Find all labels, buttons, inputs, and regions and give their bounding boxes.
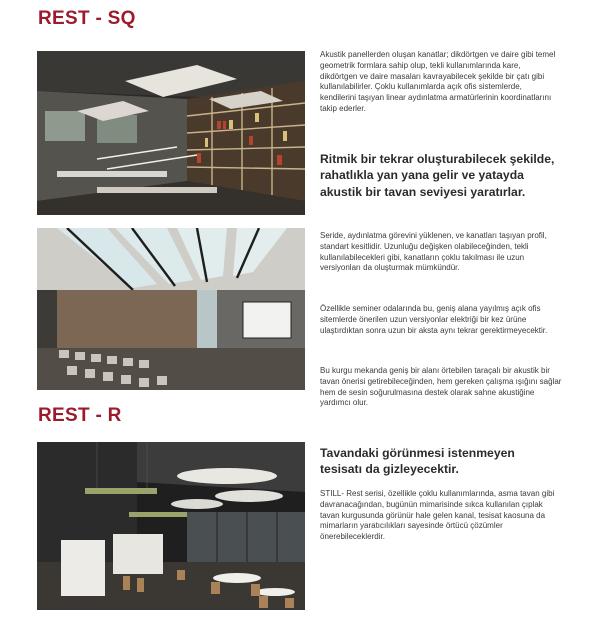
seminar-paragraph-3: Bu kurgu mekanda geniş bir alanı örtebilen taraçalı bir akustik bir tavan önerisi getirebileceğinden, hem gereken çalışma ışığını sağlar hem de sesin soğurulmasına destek olarak sahne akustiğine yardımcı olur.	[320, 366, 562, 408]
rest-r-heading: REST - R	[38, 405, 122, 426]
rest-sq-description: Akustik panellerden oluşan kanatlar; dikdörtgen ve daire gibi temel geometrik formlara sahip olup, tekli kullanımlarında kare, dikdörtgen ve daire masaları kavrayabilecek şekilde bir çatı gibi kullanılabilirler. Çoklu kullanımlarda açık ofis sistemlerde, kendilerini taşıyan linear aydınlatma armatürlerinin koordinatlarını takip ederler.	[320, 50, 556, 113]
seminar-room-photo	[37, 228, 305, 390]
rest-sq-lead: Ritmik bir tekrar oluşturabilecek şekilde, rahatlıkla yan yana gelir ve yatayda akustik bir tavan seviyesi yaratırlar.	[320, 152, 555, 199]
rest-r-description: STILL- Rest serisi, özellikle çoklu kullanımlarında, asma tavan gibi davranacağından, bugünün mimarisinde sıkca kullanılan çıplak tavan kurgusunda görünür hale gelen kanal, tesisat kaosuna da mimarların yaratıcılıkları sayesinde örtücü çözümler önerebileceklerdir.	[320, 489, 555, 542]
rest-r-lead: Tavandaki görünmesi istenmeyen tesisatı da gizleyecektir.	[320, 446, 515, 477]
seminar-paragraph-2: Özellikle seminer odalarında bu, geniş alana yayılmış açık ofis sitemlerde önerilen uzun versiyonlar elektriği bir kez ürüne ulaştırdıktan sonra uzun bir aksta aynı tekrar gerektirmeyecektir.	[320, 304, 548, 335]
rest-r-photo	[37, 442, 305, 610]
rest-sq-photo	[37, 51, 305, 215]
rest-sq-heading: REST - SQ	[38, 8, 136, 29]
seminar-paragraph-1: Seride, aydınlatma görevini yüklenen, ve kanatları taşıyan profil, standart kesitlidir. Uzunluğu değişken olabileceğinden, tekli kullanılabilecekleri gibi, kanatların çoklu takılması ile uzun versiyonları da oluşturmak mümkündür.	[320, 231, 547, 273]
